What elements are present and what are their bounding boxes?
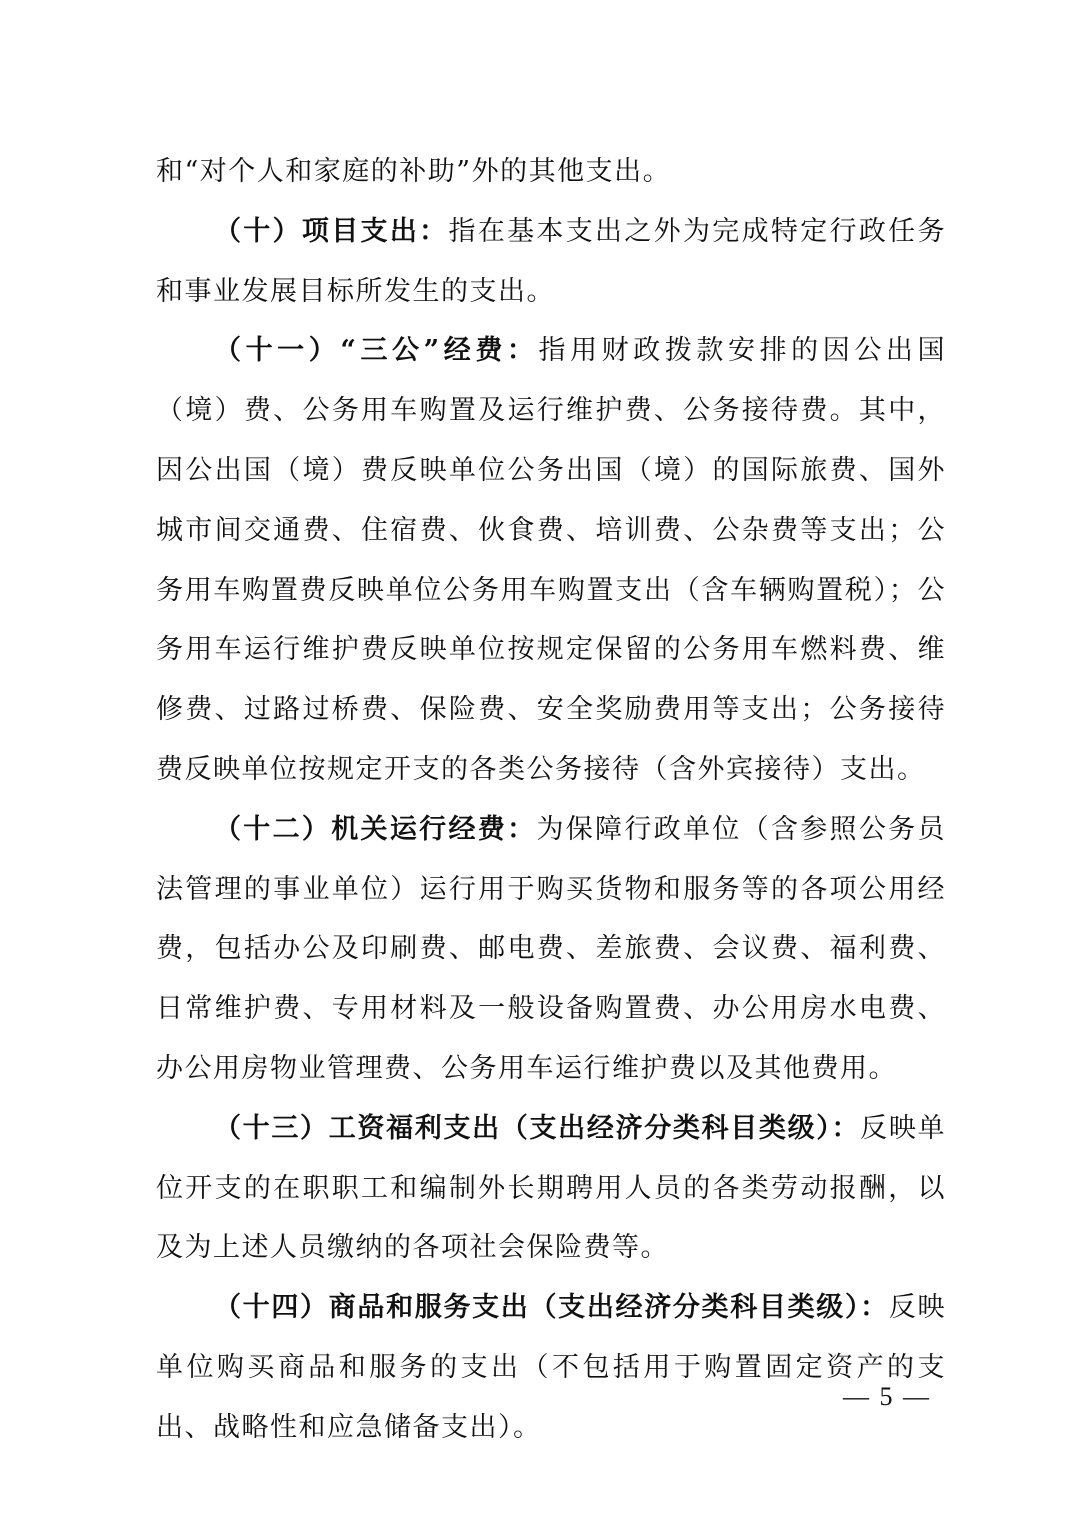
paragraph-text: 指在基本支出之外为完成特定行政任务和事业发展目标所发生的支出。 bbox=[156, 215, 946, 307]
paragraph-goods-services bbox=[156, 1278, 946, 1457]
page-number: — 5 — bbox=[843, 1382, 931, 1411]
paragraph-heading: （十四）商品和服务支出（支出经济分类科目类级）： bbox=[214, 1292, 889, 1324]
paragraph-continuation bbox=[156, 142, 946, 202]
paragraph-text: 反映单位开支的在职职工和编制外长期聘用人员的各类劳动报酬，以及为上述人员缴纳的各项社会保险费等。 bbox=[156, 1112, 947, 1264]
paragraph-heading: （十）项目支出： bbox=[214, 215, 449, 247]
paragraph-three-public-expenses bbox=[156, 321, 946, 799]
paragraph-heading: （十二）机关运行经费： bbox=[214, 813, 537, 845]
paragraph-operating-expenses bbox=[156, 800, 946, 1099]
document-body bbox=[156, 142, 946, 1458]
paragraph-text: 指用财政拨款安排的因公出国（境）费、公务用车购置及运行维护费、公务接待费。其中，因公出国（境）费反映单位公务出国（境）的国际旅费、国外城市间交通费、住宿费、伙食费、培训费、公杂费等支出；公务用车购置费反映单位公务用车购置支出（含车辆购置税）；公务用车运行维护费反映单位按规定保留的公务用车燃料费、维修费、过路过桥费、保险费、安全奖励费用等支出；公务接待费反映单位按规定开支的各类公务接待（含外宾接待）支出。 bbox=[156, 335, 947, 785]
paragraph-text: 为保障行政单位（含参照公务员法管理的事业单位）运行用于购买货物和服务等的各项公用经费，包括办公及印刷费、邮电费、差旅费、会议费、福利费、日常维护费、专用材料及一般设备购置费、办公用房水电费、办公用房物业管理费、公务用车运行维护费以及其他费用。 bbox=[156, 813, 946, 1084]
paragraph-text: 反映单位购买商品和服务的支出（不包括用于购置固定资产的支出、战略性和应急储备支出）。 bbox=[156, 1292, 947, 1443]
paragraph-heading: （十一）“三公”经费： bbox=[214, 335, 539, 367]
paragraph-heading: （十三）工资福利支出（支出经济分类科目类级）： bbox=[214, 1112, 861, 1144]
paragraph-wage-welfare bbox=[156, 1099, 946, 1278]
paragraph-project-expenditure bbox=[156, 202, 946, 322]
paragraph-text: 和“对个人和家庭的补助”外的其他支出。 bbox=[156, 156, 672, 187]
